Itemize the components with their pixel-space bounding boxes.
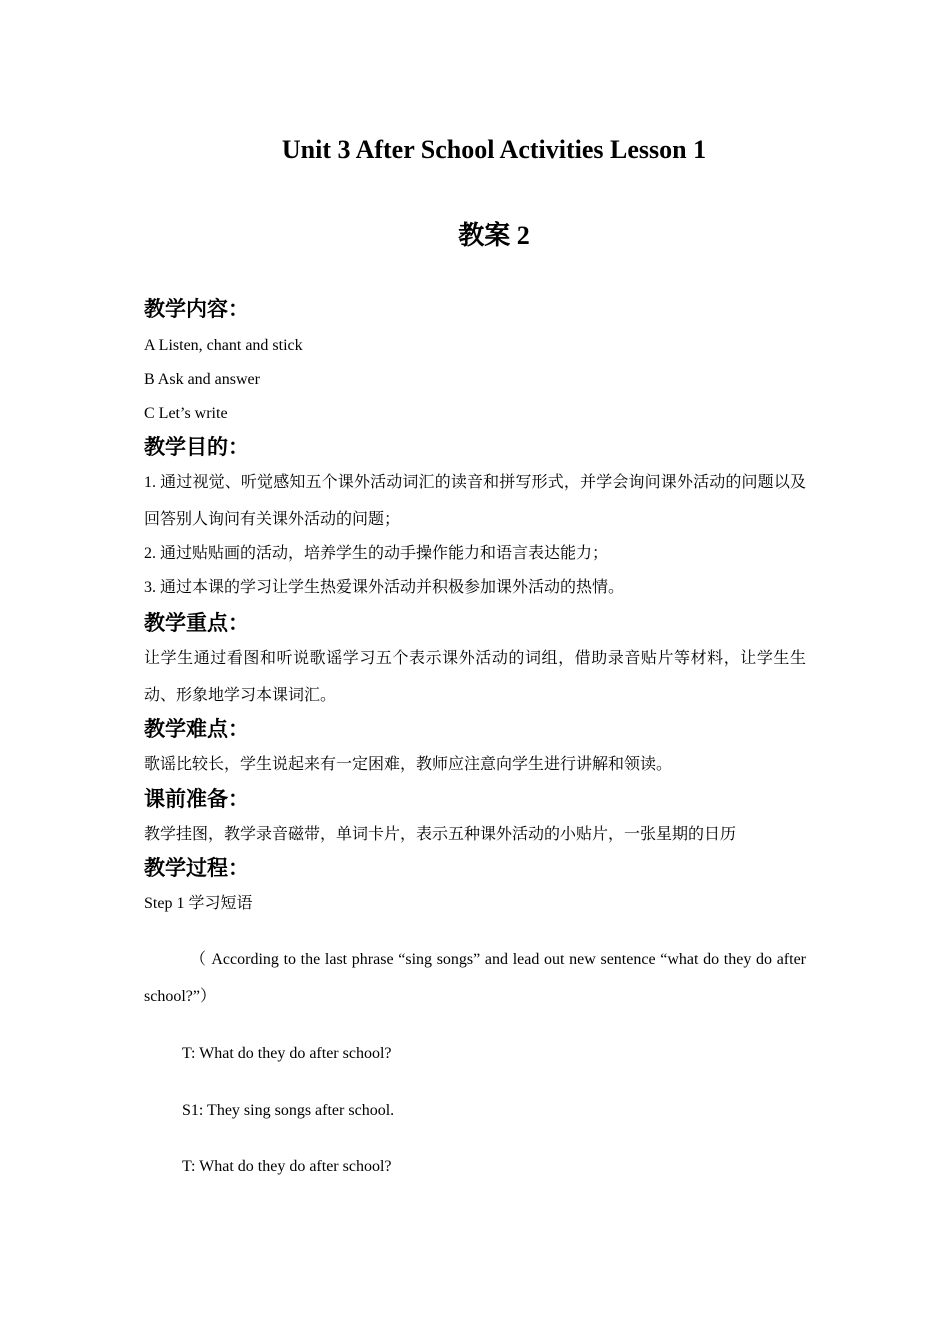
document-subtitle: 教案 2 bbox=[458, 221, 530, 250]
key-points-heading: 教学重点： bbox=[144, 611, 249, 635]
content-item: C Let’s write bbox=[144, 405, 228, 422]
content-heading: 教学内容： bbox=[144, 297, 249, 321]
dialog-line: S1: They sing songs after school. bbox=[182, 1102, 395, 1119]
goal-item: 1. 通过视觉、听觉感知五个课外活动词汇的读音和拼写形式，并学会询问课外活动的问题以及回答别人询问有关课外活动的问题； bbox=[144, 474, 806, 528]
goal-item: 3. 通过本课的学习让学生热爱课外活动并积极参加课外活动的热情。 bbox=[144, 579, 625, 596]
content-item: A Listen, chant and stick bbox=[144, 337, 303, 354]
step-1-label: Step 1 学习短语 bbox=[144, 895, 253, 912]
goals-heading: 教学目的： bbox=[144, 435, 249, 459]
difficulties-heading: 教学难点： bbox=[144, 717, 249, 741]
dialog-line: T: What do they do after school? bbox=[182, 1158, 392, 1175]
key-points-text: 让学生通过看图和听说歌谣学习五个表示课外活动的词组，借助录音贴片等材料，让学生生动、形象地学习本课词汇。 bbox=[144, 650, 806, 704]
document-title: Unit 3 After School Activities Lesson 1 bbox=[281, 135, 707, 164]
step-1-note: （ According to the last phrase “sing songs” and lead out new sentence “what do they do after school?”） bbox=[144, 951, 807, 1005]
content-item: B Ask and answer bbox=[144, 371, 260, 388]
dialog-line: T: What do they do after school? bbox=[182, 1045, 392, 1062]
preparation-heading: 课前准备： bbox=[144, 787, 249, 811]
goal-item: 2. 通过贴贴画的活动，培养学生的动手操作能力和语言表达能力； bbox=[144, 545, 609, 562]
preparation-text: 教学挂图，教学录音磁带，单词卡片，表示五种课外活动的小贴片，一张星期的日历 bbox=[144, 826, 737, 843]
process-heading: 教学过程： bbox=[144, 856, 249, 880]
difficulties-text: 歌谣比较长，学生说起来有一定困难，教师应注意向学生进行讲解和领读。 bbox=[144, 756, 673, 773]
